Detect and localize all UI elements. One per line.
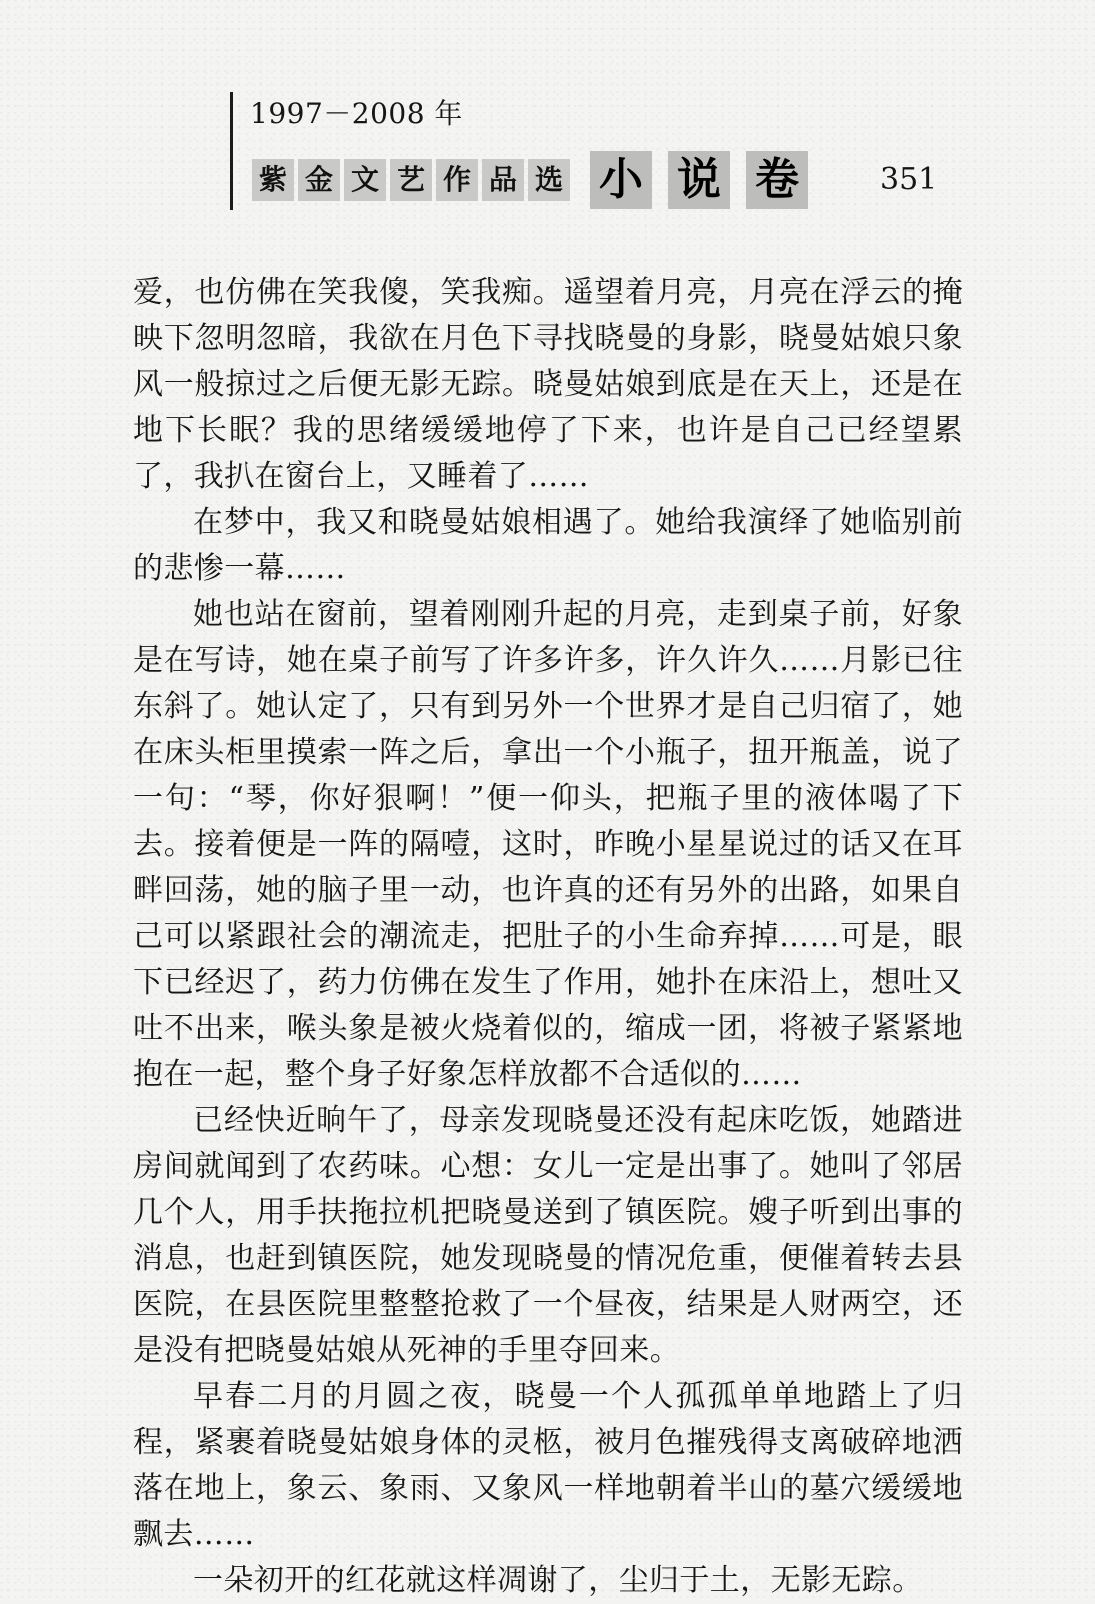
paragraph: 一朵初开的红花就这样凋谢了，尘归于土，无影无踪。 (193, 1563, 923, 1598)
series-title-char: 作 (436, 159, 478, 201)
volume-title-char: 小 (590, 151, 652, 209)
running-header (230, 88, 950, 213)
paragraph: 爱，也仿佛在笑我傻，笑我痴。遥望着月亮，月亮在浮云的掩映下忽明忽暗，我欲在月色下寻找晓曼的身影，晓曼姑娘只象风一般掠过之后便无影无踪。晓曼姑娘到底是在天上，还是在地下长眠？我的思绪缓缓地停了下来，也许是自己已经望累了，我扒在窗台上，又睡着了…… (133, 275, 963, 494)
series-title-char: 选 (528, 159, 570, 201)
series-title (252, 150, 808, 210)
series-title-char: 金 (298, 159, 340, 201)
paragraph: 在梦中，我又和晓曼姑娘相遇了。她给我演绎了她临别前的悲惨一幕…… (133, 505, 963, 586)
body-text (133, 270, 963, 1604)
header-years: 1997－2008 年 (250, 97, 463, 130)
paragraph: 早春二月的月圆之夜，晓曼一个人孤孤单单地踏上了归程，紧裹着晓曼姑娘身体的灵柩，被月色摧残得支离破碎地洒落在地上，象云、象雨、又象风一样地朝着半山的墓穴缓缓地飘去…… (133, 1379, 963, 1552)
page-number: 351 (880, 162, 938, 197)
series-title-char: 文 (344, 159, 386, 201)
series-title-char: 艺 (390, 159, 432, 201)
volume-title-char: 卷 (746, 151, 808, 209)
series-title-char: 品 (482, 159, 524, 201)
volume-title-char: 说 (668, 151, 730, 209)
paragraph: 已经快近晌午了，母亲发现晓曼还没有起床吃饭，她踏进房间就闻到了农药味。心想：女儿一定是出事了。她叫了邻居几个人，用手扶拖拉机把晓曼送到了镇医院。嫂子听到出事的消息，也赶到镇医院，她发现晓曼的情况危重，便催着转去县医院，在县医院里整整抢救了一个昼夜，结果是人财两空，还是没有把晓曼姑娘从死神的手里夺回来。 (133, 1103, 963, 1368)
series-title-char: 紫 (252, 159, 294, 201)
header-vertical-rule (230, 92, 233, 210)
paragraph: 她也站在窗前，望着刚刚升起的月亮，走到桌子前，好象是在写诗，她在桌子前写了许多许多，许久许久……月影已往东斜了。她认定了，只有到另外一个世界才是自己归宿了，她在床头柜里摸索一阵之后，拿出一个小瓶子，扭开瓶盖，说了一句：“琴，你好狠啊！”便一仰头，把瓶子里的液体喝了下去。接着便是一阵的隔噎，这时，昨晚小星星说过的话又在耳畔回荡，她的脑子里一动，也许真的还有另外的出路，如果自己可以紧跟社会的潮流走，把肚子的小生命弃掉……可是，眼下已经迟了，药力仿佛在发生了作用，她扑在床沿上，想吐又吐不出来，喉头象是被火烧着似的，缩成一团，将被子紧紧地抱在一起，整个身子好象怎样放都不合适似的…… (133, 597, 963, 1092)
